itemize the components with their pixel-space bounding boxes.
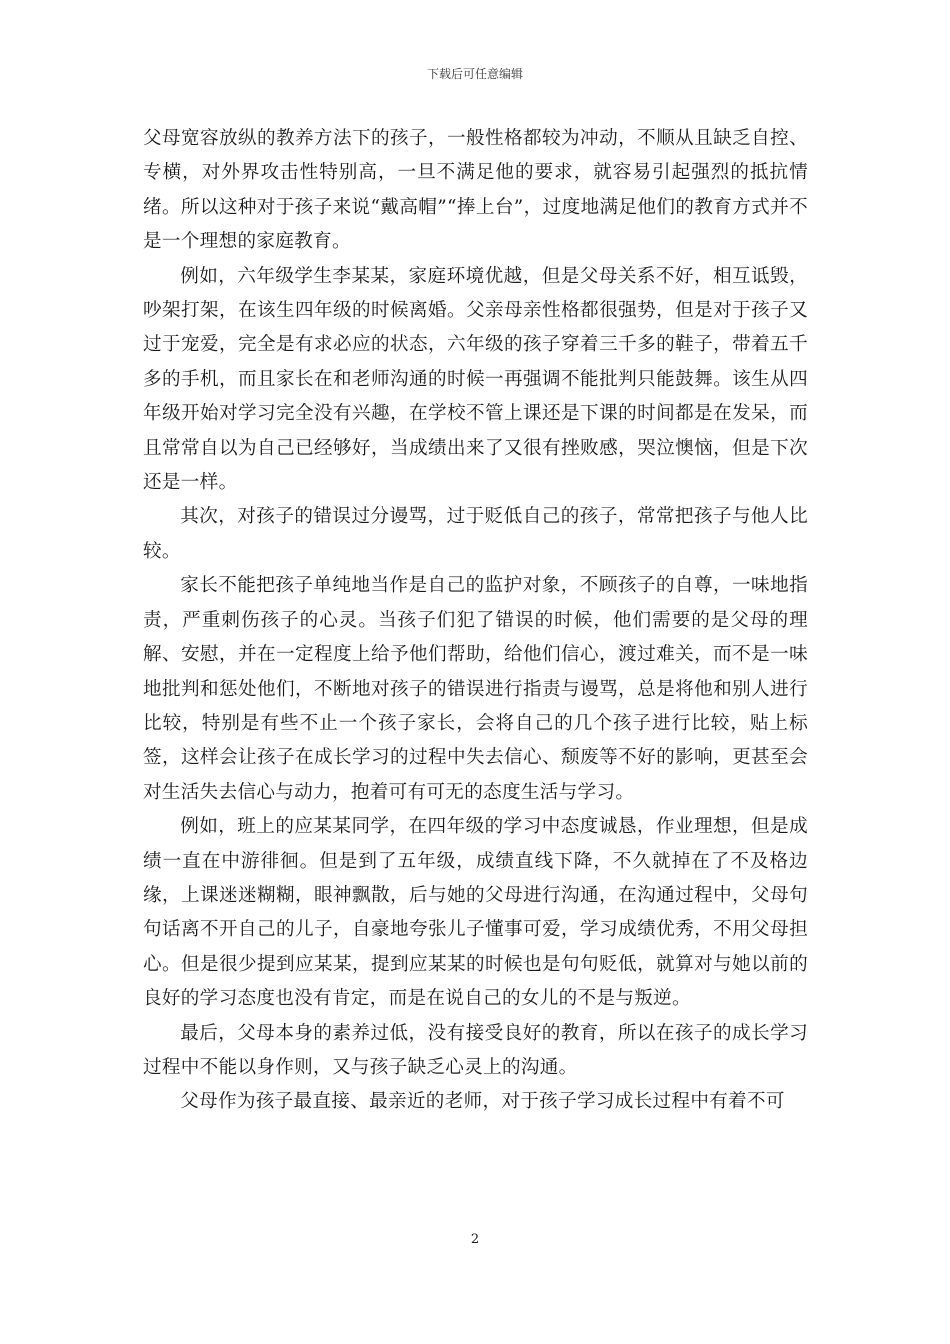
paragraph-4: 家长不能把孩子单纯地当作是自己的监护对象，不顾孩子的自尊，一味地指责，严重刺伤孩子的心灵。当孩子们犯了错误的时候，他们需要的是父母的理解、安慰，并在一定程度上给予他们帮助，给他们信心，渡过难关，而不是一味地批判和惩处他们，不断地对孩子的错误进行指责与谩骂，总是将他和别人进行比较，特别是有些不止一个孩子家长，会将自己的几个孩子进行比较，贴上标签，这样会让孩子在成长学习的过程中失去信心、颓废等不好的影响，更甚至会对生活失去信心与动力，抱着可有可无的态度生活与学习。	[143, 575, 808, 803]
paragraph-1: 父母宽容放纵的教养方法下的孩子，一般性格都较为冲动，不顺从且缺乏自控、专横，对外界攻击性特别高，一旦不满足他的要求，就容易引起强烈的抵抗情绪。所以这种对于孩子来说“戴高帽”“捧上台”，过度地满足他们的教育方式并不是一个理想的家庭教育。	[143, 128, 808, 253]
paragraph-5: 例如，班上的应某某同学，在四年级的学习中态度诚恳，作业理想，但是成绩一直在中游徘徊。但是到了五年级，成绩直线下降，不久就掉在了不及格边缘，上课迷迷糊糊，眼神飘散，后与她的父母进行沟通，在沟通过程中，父母句句话离不开自己的儿子，自豪地夸张儿子懂事可爱，学习成绩优秀，不用父母担心。但是很少提到应某某，提到应某某的时候也是句句贬低，就算对与她以前的良好的学习态度也没有肯定，而是在说自己的女儿的不是与叛逆。	[143, 816, 808, 1010]
paragraph-3: 其次，对孩子的错误过分谩骂，过于贬低自己的孩子，常常把孩子与他人比较。	[143, 506, 808, 562]
paragraph-2: 例如，六年级学生李某某，家庭环境优越，但是父母关系不好，相互诋毁，吵架打架，在该生四年级的时候离婚。父亲母亲性格都很强势，但是对于孩子又过于宠爱，完全是有求必应的状态，六年级的孩子穿着三千多的鞋子，带着五千多的手机，而且家长在和老师沟通的时候一再强调不能批判只能鼓舞。该生从四年级开始对学习完全没有兴趣，在学校不管上课还是下课的时间都是在发呆，而且常常自以为自己已经够好，当成绩出来了又很有挫败感，哭泣懊恼，但是下次还是一样。	[143, 265, 808, 494]
page-header: 下载后可任意编辑	[426, 67, 523, 81]
document-body	[143, 122, 808, 1120]
paragraph-6: 最后，父母本身的素养过低，没有接受良好的教育，所以在孩子的成长学习过程中不能以身作则，又与孩子缺乏心灵上的沟通。	[143, 1022, 808, 1078]
page-number: 2	[470, 1232, 480, 1247]
paragraph-7: 父母作为孩子最直接、最亲近的老师，对于孩子学习成长过程中有着不可	[180, 1091, 785, 1113]
